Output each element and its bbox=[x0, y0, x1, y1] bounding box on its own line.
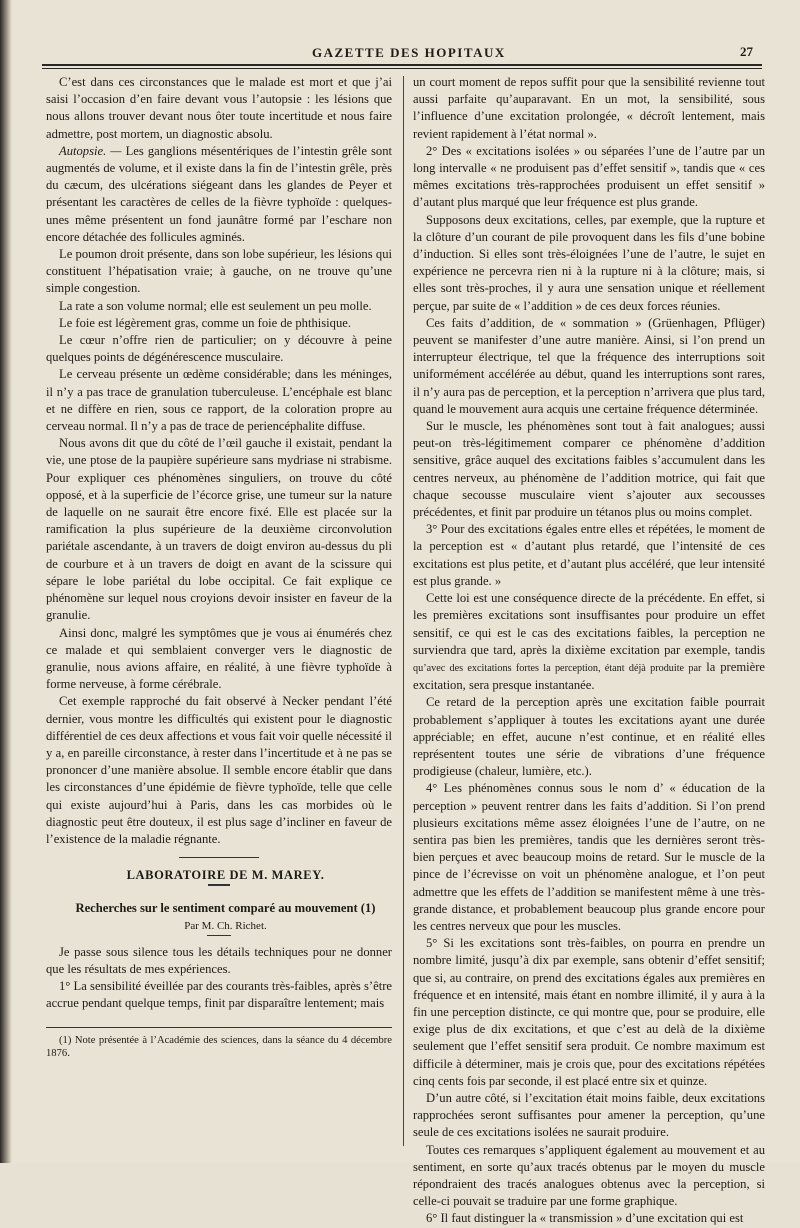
paragraph: Supposons deux excitations, celles, par exemple, que la rupture et la clôture d’un courant de pile provoquent dans les fils d’une bobine d’induction. Si elles sont très-éloignées l’une de l’autre, le sujet en expérience ne percevra rien ni à la rupture ni à la clôture; mais, si elles sont très-proches, il y aura une sensation unique et réellement perçue, par suite de « l’addition » de ces deux forces réunies. bbox=[413, 212, 765, 313]
page-number: 27 bbox=[740, 44, 753, 59]
section-separator bbox=[179, 857, 259, 858]
paragraph: Le cerveau présente un œdème considérable; dans les méninges, il n’y a pas trace de granulation tuberculeuse. L’encéphale est blanc et ne diffère en rien, sous ce rapport, de la coloration propre au cerveau normal. Il n’y a pas de trace de periencéphalite diffuse. bbox=[46, 367, 392, 434]
paragraph: 6° Il faut distinguer la « transmission » d’une excitation qui est bbox=[426, 1211, 744, 1226]
paragraph: Le cœur n’offre rien de particulier; on y découvre à peine quelques points de dégénérescence musculaire. bbox=[46, 333, 392, 365]
paragraph: 1° La sensibilité éveillée par des courants très-faibles, après s’être accrue pendant quelque temps, finit par disparaître lentement; mais bbox=[46, 979, 392, 1011]
paragraph: Sur le muscle, les phénomènes sont tout à fait analogues; aussi peut-on très-légitimement comparer ce phénomène d’addition sensitive, grâce auquel des excitations faibles s’accumulent dans les centres nerveux, au phénomène de l’addition motrice, qui fait que chaque secousse musculaire vient s’ajouter aux secousses précédentes, et finit par produire un tétanos plus ou moins complet. bbox=[413, 419, 765, 520]
running-head-title: GAZETTE DES HOPITAUX bbox=[312, 45, 506, 60]
left-column bbox=[46, 74, 392, 1060]
header-rule-thick bbox=[42, 64, 762, 66]
text-run-small: qu’avec des excitations fortes la perception, étant déjà produite par bbox=[413, 662, 702, 674]
article-title: Recherches sur le sentiment comparé au mouvement (1) bbox=[75, 901, 376, 916]
paragraph: 4° Les phénomènes connus sous le nom d’ « éducation de la perception » peuvent rentrer dans les faits d’addition. Si l’on prend plusieurs excitations même assez éloignées l’une de l’autre, on ne sentira pas bien les premières, tandis que les dernières seront très-bien perçues et avec beaucoup moins de retard. Sur le muscle de la pince de l’écrevisse on voit un phénomène analogue, et l’on peut admettre que les effets de l’addition se manifestent même à une très-grande distance, et probablement beaucoup plus grande encore pour les centres nerveux que pour les muscles. bbox=[413, 781, 765, 933]
paragraph: C’est dans ces circonstances que le malade est mort et que j’ai saisi l’occasion d’en faire devant vous l’autopsie : les lésions que nous allons trouver devant nous ôter toute incertitude et nous faire admettre, post mortem, un diagnostic absolu. bbox=[46, 75, 392, 141]
paragraph: 2° Des « excitations isolées » ou séparées l’une de l’autre par un long intervalle « ne produisent pas d’effet sensitif », tandis que « ces mêmes excitations très-rapprochées produisent un effet sensitif » d’autant plus marqué que leur fréquence est plus grande. bbox=[413, 143, 765, 210]
paragraph: Toutes ces remarques s’appliquent également au mouvement et au sentiment, en sorte qu’aux tracés obtenus par le moyen du muscle répondraient des tracés analogues obtenus avec la perception, si celle-ci pouvait se traduire par une forme graphique. bbox=[413, 1142, 765, 1209]
paragraph-autopsie bbox=[46, 143, 392, 246]
paragraph: 3° Pour des excitations égales entre elles et répétées, le moment de la perception est « d’autant plus retardé, que l’intensité de ces excitations est plus petite, et d’autant plus accéléré, que leur intensité est plus grande. » bbox=[413, 522, 765, 588]
paragraph: un court moment de repos suffit pour que la sensibilité revienne tout aussi parfaite qu’auparavant. En un mot, la sensibilité, sous l’influence d’une excitation prolongée, « décroît lentement, mais revient rapidement à l’état normal ». bbox=[413, 75, 765, 141]
paragraph: Ce retard de la perception après une excitation faible pourrait probablement s’appliquer à toutes les excitations ayant une durée appréciable; en effet, aucune n’est continue, et en réalité elles représentent toutes une série de vibrations d’une fréquence prodigieuse (chaleur, lumière, etc.). bbox=[413, 695, 765, 779]
footnote-rule bbox=[46, 1027, 392, 1028]
paragraph: 5° Si les excitations sont très-faibles, on pourra en prendre un nombre limité, jusqu’à dix par exemple, sans obtenir d’effet sensitif; que si, au contraire, on prend des excitations égales aux premières en fréquence et en intensité, mais étant en nombre illimité, il y aura à la fin une perception distincte, ce qui montre que, pour se produire, elle exige plus de dix excitations, et que c’est au delà de la dixième seulement que l’effet sensitif sera produit. Ce nombre maximum est difficile à déterminer, mais je crois que, pour des excitations répétées cinq cents fois par seconde, il est placé entre six et quinze. bbox=[413, 936, 765, 1088]
right-column bbox=[413, 74, 765, 1228]
section-heading: LABORATOIRE DE M. MAREY. bbox=[126, 868, 325, 883]
autopsie-label: Autopsie. — bbox=[59, 143, 122, 158]
paragraph: Je passe sous silence tous les détails techniques pour ne donner que les résultats de mes expériences. bbox=[46, 944, 392, 976]
author-rule bbox=[207, 935, 231, 936]
paragraph: D’un autre côté, si l’excitation était moins faible, deux excitations rapprochées seront suffisantes pour amener la perception, qu’une seule de ces excitations isolées ne saurait produire. bbox=[413, 1090, 765, 1140]
paragraph: La rate a son volume normal; elle est seulement un peu molle. bbox=[59, 298, 372, 313]
book-spine-shadow bbox=[0, 0, 12, 1163]
text-run: la première excitation, sera presque instantanée. bbox=[413, 659, 765, 693]
paragraph: Ces faits d’addition, de « sommation » (Grüenhagen, Pflüger) peuvent se manifester d’une autre manière. Ainsi, si l’on prend un interrupteur électrique, tel que la fréquence des interruptions soit uniformément accélérée au début, quand les interruptions sont rares, il n’y aura pas de perception, et la perception n’arrivera que plus tard, quand le mouvement aura acquis une certaine fréquence déterminée. bbox=[413, 315, 765, 416]
article-author: Par M. Ch. Richet. bbox=[184, 919, 267, 932]
paragraph: Le foie est légèrement gras, comme un foie de phthisique. bbox=[59, 315, 352, 330]
paragraph: Cet exemple rapproché du fait observé à Necker pendant l’été dernier, vous montre les difficultés qui existent pour le diagnostic différentiel de ces deux affections et vous fait voir quelle nécessité il y a, en pareille circonstance, à rester dans l’incertitude et à ne pas se prononcer d’une manière absolue. Il semble encore établir que dans les circonstances d’une épidémie de fièvre typhoïde, telle que celle qui existe aujourd’hui à Paris, dans les cas morbides où le diagnostic peut être douteux, il est plus sage d’incliner en faveur de l’existence de la maladie régnante. bbox=[46, 694, 392, 846]
paragraph: Nous avons dit que du côté de l’œil gauche il existait, pendant la vie, une ptose de la paupière supérieure sans mydriase ni strabisme. Pour expliquer ces phénomènes singuliers, on trouve du côté opposé, et à la superficie de l’écorce grise, une tumeur sur la nature de laquelle on ne saurait être encore fixé. Elle est placée sur la ramification la plus supérieure de la deuxième circonvolution pariétale ascendante, à un travers de doigt environ au-dessus du pli de courbure et à un travers de doigt en avant de la scissure qui sépare le lobe pariétal du lobe occipital. Ce fait explique ce phénomène sur lequel nous croyions devoir insister en faveur de la granulie. bbox=[46, 436, 392, 623]
paragraph: Ainsi donc, malgré les symptômes que je vous ai énumérés chez ce malade et qui semblaient converger vers le diagnostic de granulie, nous avions affaire, en réalité, à une fièvre typhoïde à forme nerveuse, à forme cérébrale. bbox=[46, 625, 392, 692]
paragraph: Le poumon droit présente, dans son lobe supérieur, les lésions qui constituent l’hépatisation vraie; à gauche, on ne trouve qu’une simple congestion. bbox=[46, 247, 392, 296]
text-run: Cette loi est une conséquence directe de la précédente. En effet, si les premières excitations sont insuffisantes pour produire un effet sensitif, ce qui est le cas des excitations faibles, la perception ne surviendra que tard, après la dixième excitation par exemple, tandis bbox=[413, 591, 765, 657]
column-divider bbox=[403, 76, 404, 1146]
paragraph bbox=[413, 590, 765, 694]
autopsie-text: Les ganglions mésentériques de l’intestin grêle sont augmentés de volume, et il existe dans la fin de l’intestin grêle, près du cæcum, des ulcérations siégeant dans les glandes de Peyer et présentant les caractères de celles de la fièvre typhoïde : quelques-unes même présentent un fond jaunâtre formé par l’eschare non encore détachée des follicules agminés. bbox=[46, 143, 392, 244]
heading-rule bbox=[208, 884, 230, 886]
footnote: (1) Note présentée à l’Académie des sciences, dans la séance du 4 décembre 1876. bbox=[46, 1034, 392, 1059]
header-rule-thin bbox=[42, 68, 762, 69]
